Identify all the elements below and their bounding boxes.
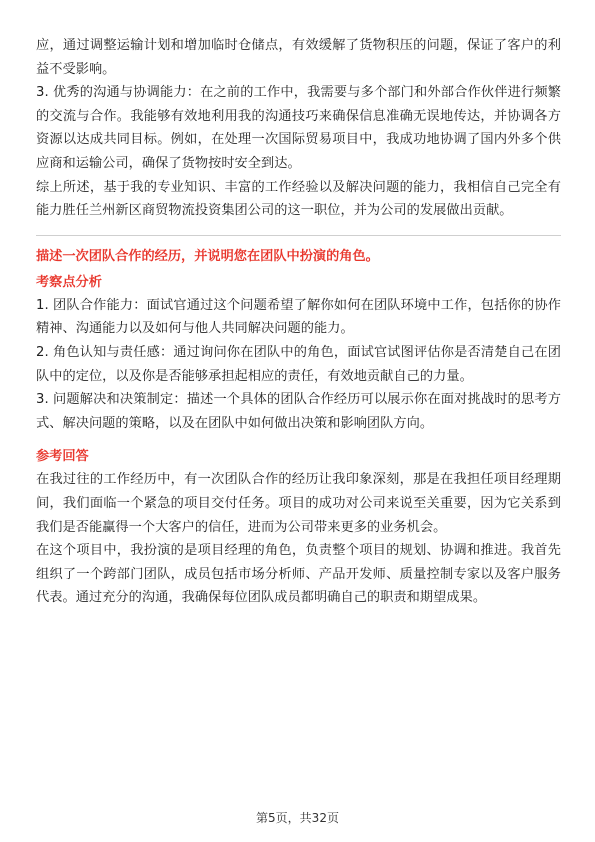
analysis-item: 1. 团队合作能力：面试官通过这个问题希望了解你如何在团队环境中工作，包括你的协作精神、沟通能力以及如何与他人共同解决问题的能力。 <box>36 297 561 337</box>
section-divider <box>36 235 561 236</box>
analysis-item: 3. 问题解决和决策制定：描述一个具体的团队合作经历可以展示你在面对挑战时的思考方式、解决问题的策略，以及在团队中如何做出决策和影响团队方向。 <box>36 392 561 431</box>
paragraph-communication-ability: 3. 优秀的沟通与协调能力：在之前的工作中，我需要与多个部门和外部合作伙伴进行频繁的交流与合作。我能够有效地利用我的沟通技巧来确保信息准确无误地传达，并协调各方资源以达成共同目标。例如，在处理一次国际贸易项目中，我成功地协调了国内外多个供应商和运输公司，确保了货物按时安全到达。 <box>36 85 561 171</box>
page-content <box>36 34 561 610</box>
page-number: 第5页，共32页 <box>256 811 339 825</box>
analysis-heading: 考察点分析 <box>36 274 102 290</box>
answer-heading: 参考回答 <box>36 449 89 465</box>
paragraph-continuation: 应，通过调整运输计划和增加临时仓储点，有效缓解了货物积压的问题，保证了客户的利益不受影响。 <box>36 38 561 77</box>
paragraph-conclusion: 综上所述，基于我的专业知识、丰富的工作经验以及解决问题的能力，我相信自己完全有能力胜任兰州新区商贸物流投资集团公司的这一职位，并为公司的发展做出贡献。 <box>36 179 561 219</box>
answer-paragraph: 在我过往的工作经历中，有一次团队合作的经历让我印象深刻，那是在我担任项目经理期间，我们面临一个紧急的项目交付任务。项目的成功对公司来说至关重要，因为它关系到我们是否能赢得一个大客户的信任，进而为公司带来更多的业务机会。 <box>36 472 561 535</box>
interview-question: 描述一次团队合作的经历，并说明您在团队中扮演的角色。 <box>36 248 379 264</box>
answer-paragraph: 在这个项目中，我扮演的是项目经理的角色，负责整个项目的规划、协调和推进。我首先组织了一个跨部门团队，成员包括市场分析师、产品开发师、质量控制专家以及客户服务代表。通过充分的沟通，我确保每位团队成员都明确自己的职责和期望成果。 <box>36 543 561 606</box>
analysis-item: 2. 角色认知与责任感：通过询问你在团队中的角色，面试官试图评估你是否清楚自己在团队中的定位，以及你是否能够承担起相应的责任，有效地贡献自己的力量。 <box>36 344 561 384</box>
